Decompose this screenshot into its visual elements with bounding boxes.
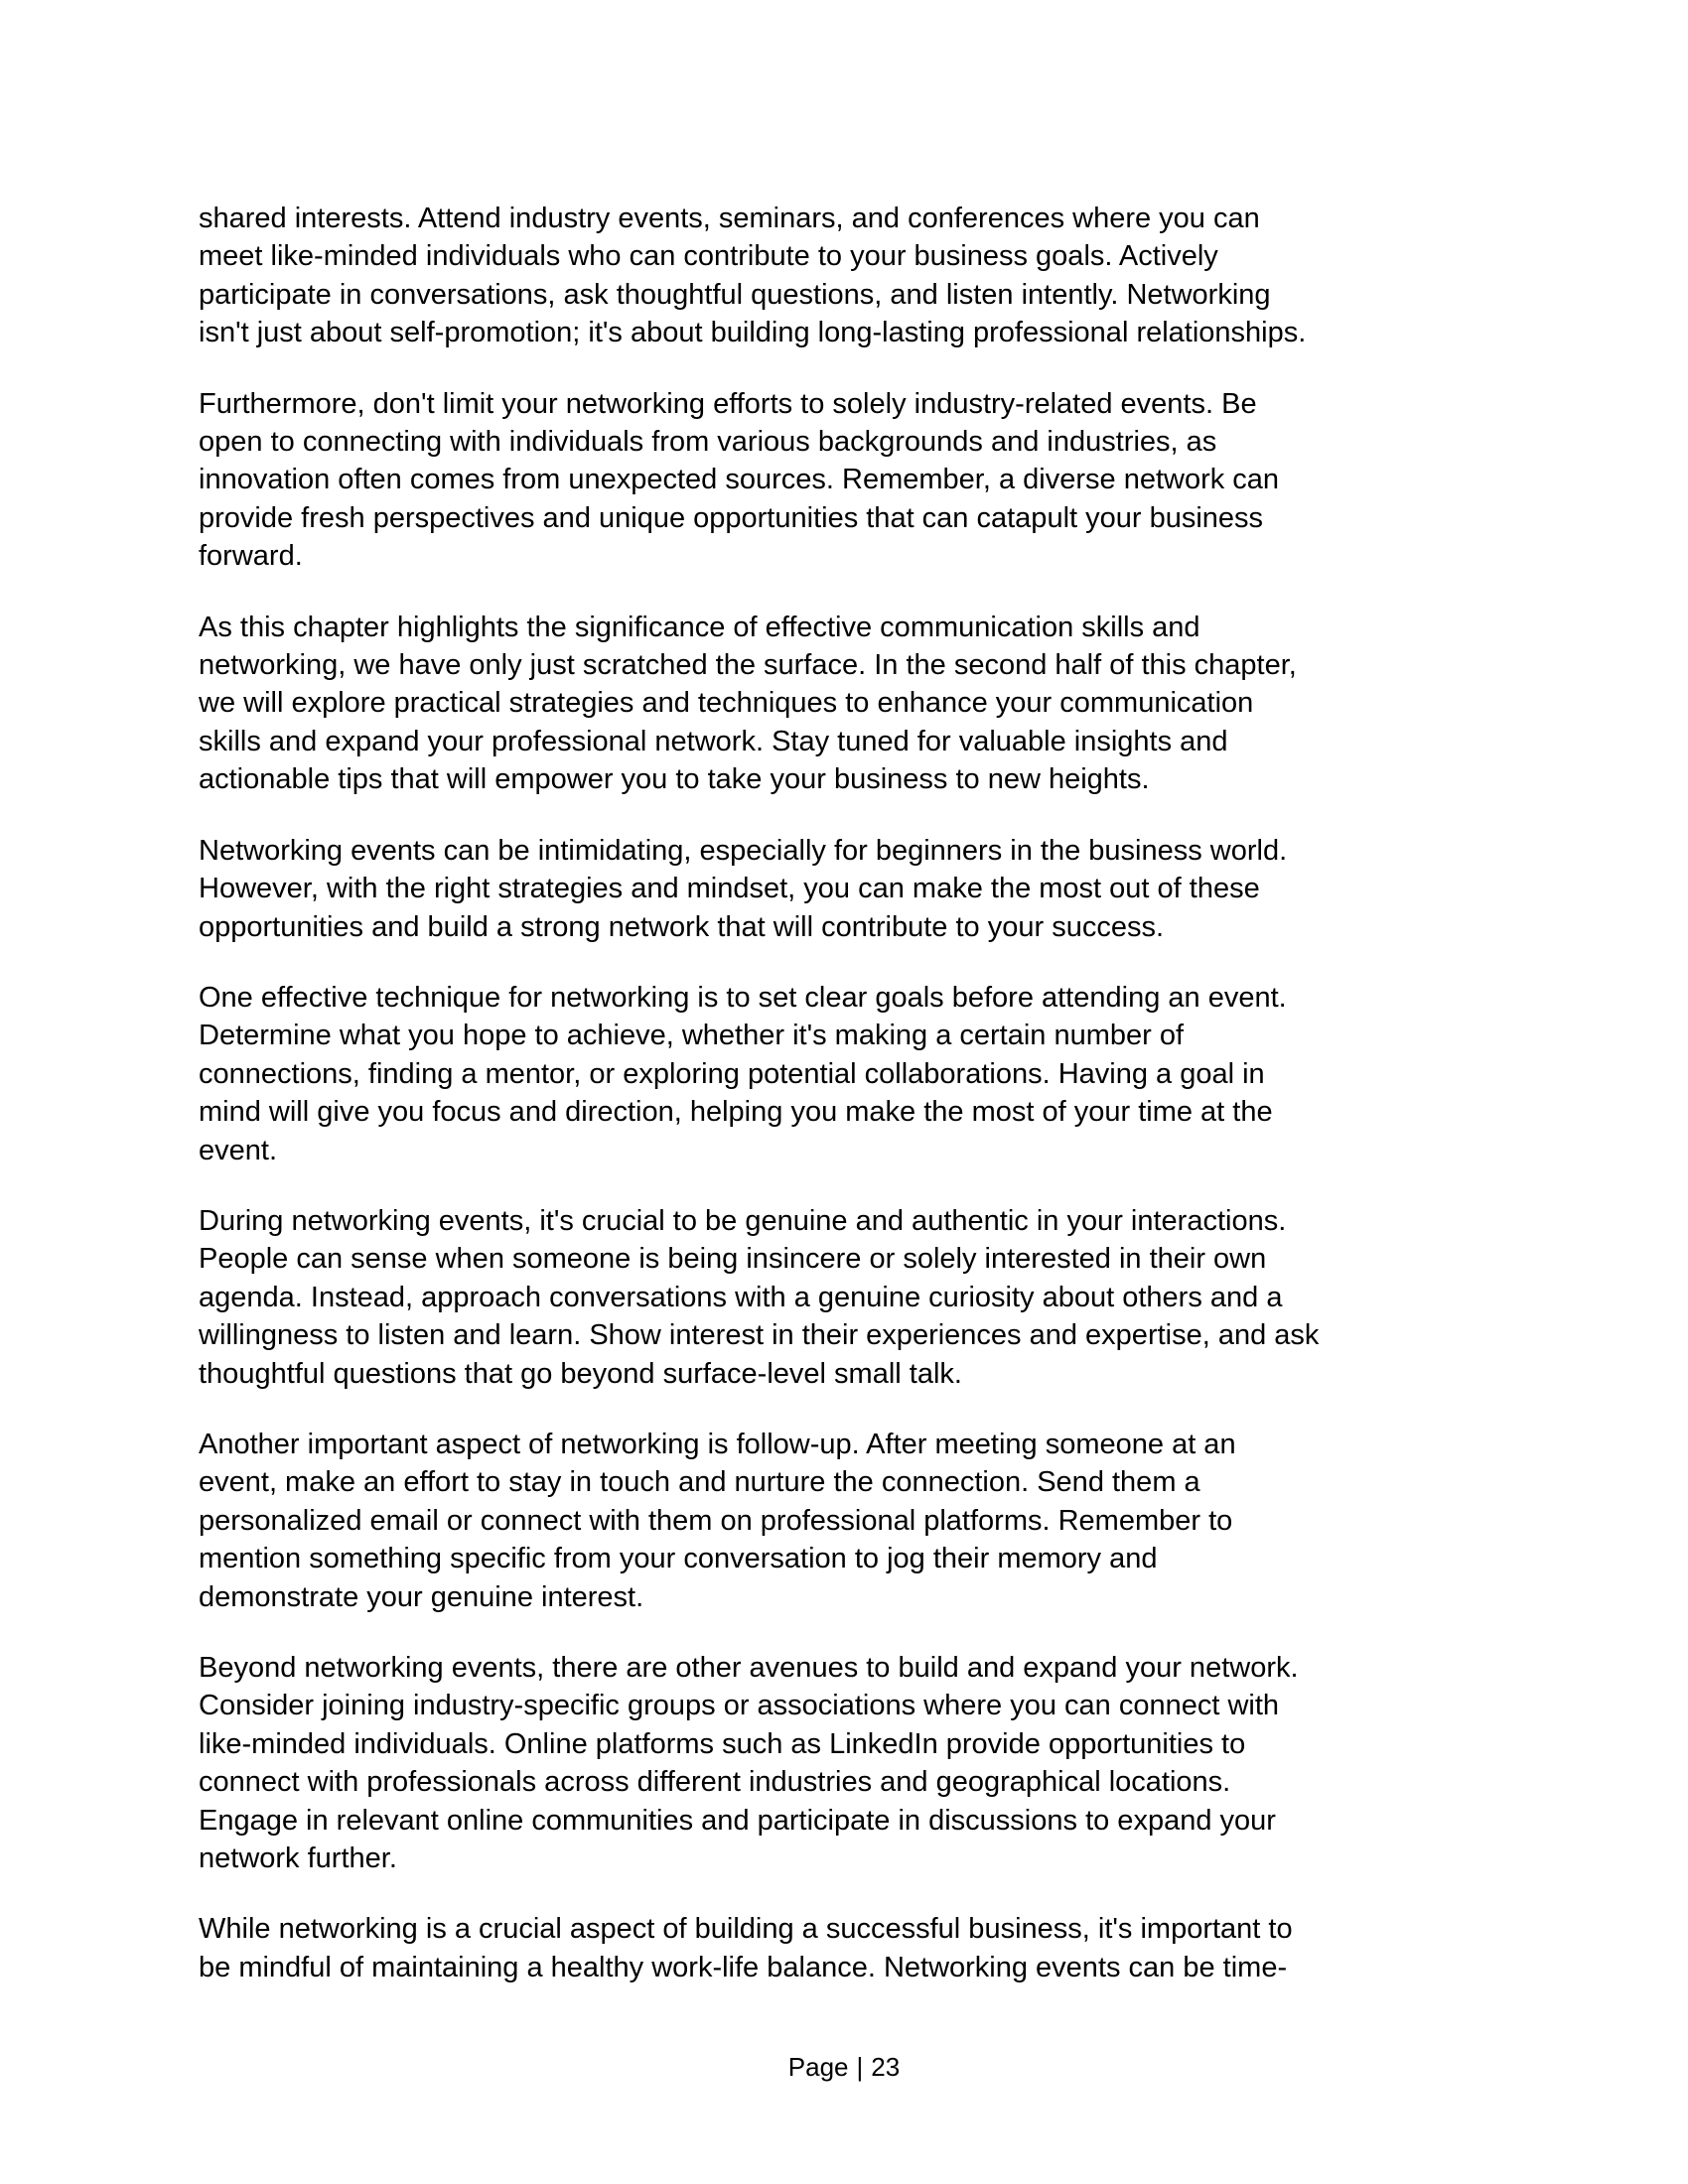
text-line: During networking events, it's crucial to be genuine and authentic in your interactions. xyxy=(199,1204,1287,1237)
text-line: be mindful of maintaining a healthy work-life balance. Networking events can be time- xyxy=(199,1951,1288,1983)
text-line: event. xyxy=(199,1134,277,1166)
text-line: forward. xyxy=(199,540,303,573)
body-text xyxy=(199,200,1489,2019)
paragraph-1 xyxy=(199,200,1489,352)
text-line: like-minded individuals. Online platforms such as LinkedIn provide opportunities to xyxy=(199,1727,1246,1760)
paragraph-7 xyxy=(199,1426,1489,1616)
page-footer xyxy=(0,2051,1688,2083)
text-line: While networking is a crucial aspect of building a successful business, it's important to xyxy=(199,1913,1293,1946)
text-line: demonstrate your genuine interest. xyxy=(199,1580,644,1613)
text-line: innovation often comes from unexpected sources. Remember, a diverse network can xyxy=(199,464,1280,496)
paragraph-8 xyxy=(199,1649,1489,1877)
text-line: Networking events can be intimidating, especially for beginners in the business world. xyxy=(199,834,1288,867)
text-line: As this chapter highlights the significance of effective communication skills and xyxy=(199,611,1200,643)
text-line: personalized email or connect with them on professional platforms. Remember to xyxy=(199,1504,1233,1537)
text-line: willingness to listen and learn. Show interest in their experiences and expertise, and ask xyxy=(199,1319,1320,1352)
paragraph-5 xyxy=(199,979,1489,1169)
text-line: open to connecting with individuals from various backgrounds and industries, as xyxy=(199,426,1217,459)
page-separator: | xyxy=(856,2052,864,2082)
text-line: One effective technique for networking is to set clear goals before attending an event. xyxy=(199,981,1287,1014)
text-line: mention something specific from your conversation to jog their memory and xyxy=(199,1543,1158,1575)
paragraph-2 xyxy=(199,385,1489,576)
text-line: mind will give you focus and direction, helping you make the most of your time at the xyxy=(199,1096,1273,1129)
text-line: skills and expand your professional network. Stay tuned for valuable insights and xyxy=(199,725,1228,757)
text-line: network further. xyxy=(199,1843,397,1875)
text-line: opportunities and build a strong network that will contribute to your success. xyxy=(199,910,1165,943)
text-line: provide fresh perspectives and unique opportunities that can catapult your business xyxy=(199,501,1264,534)
text-line: Beyond networking events, there are other avenues to build and expand your network. xyxy=(199,1652,1299,1684)
text-line: People can sense when someone is being insincere or solely interested in their own xyxy=(199,1243,1267,1276)
text-line: Another important aspect of networking is follow-up. After meeting someone at an xyxy=(199,1428,1236,1460)
text-line: Furthermore, don't limit your networking efforts to solely industry-related events. Be xyxy=(199,387,1257,420)
text-line: agenda. Instead, approach conversations with a genuine curiosity about others and a xyxy=(199,1281,1283,1313)
text-line: event, make an effort to stay in touch and nurture the connection. Send them a xyxy=(199,1466,1200,1499)
paragraph-6 xyxy=(199,1202,1489,1393)
text-line: shared interests. Attend industry events, seminars, and conferences where you can xyxy=(199,203,1260,234)
text-line: connect with professionals across different industries and geographical locations. xyxy=(199,1766,1231,1799)
text-line: actionable tips that will empower you to take your business to new heights. xyxy=(199,763,1150,796)
paragraph-3 xyxy=(199,609,1489,799)
text-line: Consider joining industry-specific groups or associations where you can connect with xyxy=(199,1690,1280,1722)
text-line: meet like-minded individuals who can contribute to your business goals. Actively xyxy=(199,240,1218,273)
text-line: we will explore practical strategies and techniques to enhance your communication xyxy=(199,687,1254,720)
text-line: However, with the right strategies and mindset, you can make the most out of these xyxy=(199,873,1260,905)
text-line: networking, we have only just scratched the surface. In the second half of this chapter, xyxy=(199,649,1297,682)
text-line: Determine what you hope to achieve, whether it's making a certain number of xyxy=(199,1020,1185,1052)
paragraph-4 xyxy=(199,832,1489,946)
page-number: 23 xyxy=(871,2052,901,2082)
text-line: participate in conversations, ask thoughtful questions, and listen intently. Networking xyxy=(199,278,1271,311)
text-line: Engage in relevant online communities and participate in discussions to expand your xyxy=(199,1804,1276,1837)
text-line: isn't just about self-promotion; it's about building long-lasting professional relationships. xyxy=(199,317,1307,349)
page-label: Page xyxy=(787,2052,849,2082)
text-line: thoughtful questions that go beyond surface-level small talk. xyxy=(199,1357,962,1390)
paragraph-9 xyxy=(199,1910,1489,1986)
text-line: connections, finding a mentor, or exploring potential collaborations. Having a goal in xyxy=(199,1057,1265,1090)
